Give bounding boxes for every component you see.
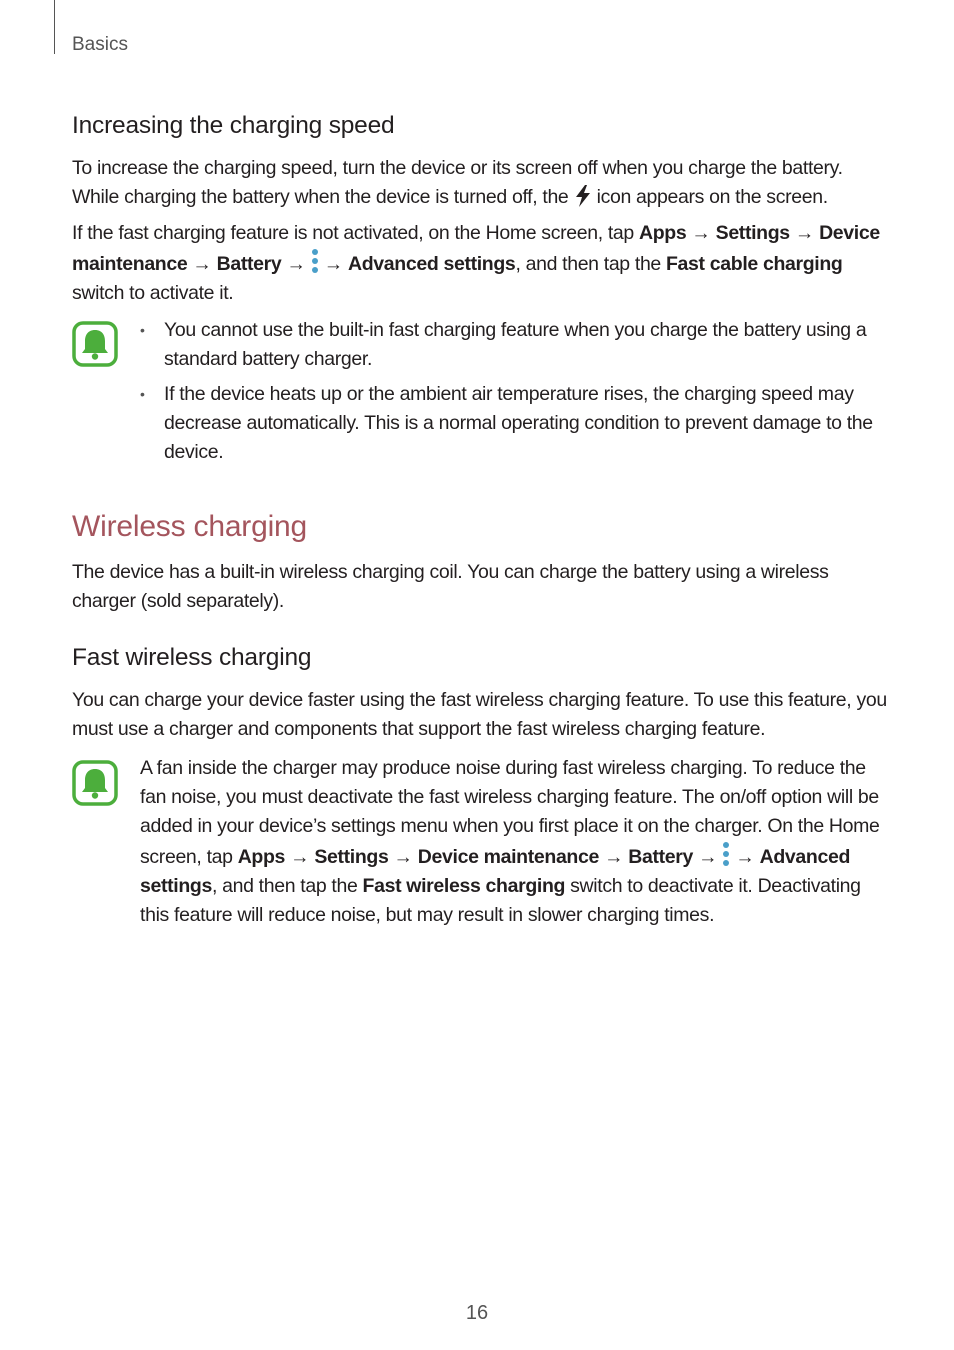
note-bell-icon [72, 321, 118, 367]
note-bell-icon [72, 760, 118, 806]
paragraph-charging-speed: To increase the charging speed, turn the device or its screen off when you charge the battery. While charging the battery when the device is turned off, the icon appears on the screen. [72, 157, 843, 208]
section-heading-wireless-charging: Wireless charging [72, 510, 308, 543]
page-number: 16 [465, 1302, 489, 1324]
section-heading-fast-wireless: Fast wireless charging [72, 644, 312, 671]
paragraph-fast-charging-steps: If the fast charging feature is not activated, on the Home screen, tap Apps → Settings → Device maintenance → Battery → → Advanced settings, and then tap the Fast cable charging switch to activate it. [72, 222, 880, 304]
fast-charging-bolt-icon [574, 185, 592, 207]
notes-list [140, 316, 890, 473]
more-options-icon [311, 248, 319, 274]
section-heading-charging-speed: Increasing the charging speed [72, 112, 395, 139]
note-fast-wireless: A fan inside the charger may produce noise during fast wireless charging. To reduce the fan noise, you must deactivate the fast wireless charging feature. The on/off option will be added in your device’s settings menu when you first place it on the charger. On the Home screen, tap Apps → Settings → Device maintenance → Battery → → Advanced settings, and then tap the Fast wireless charging switch to deactivate it. Deactivating this feature will reduce noise, but may result in slower charging times. [140, 757, 880, 926]
paragraph-fast-wireless: You can charge your device faster using the fast wireless charging feature. To use this feature, you must use a charger and components that support the fast wireless charging feature. [72, 689, 887, 740]
margin-rule [54, 0, 55, 54]
list-item: • If the device heats up or the ambient air temperature rises, the charging speed may decrease automatically. This is a normal operating condition to prevent damage to the device. [140, 380, 890, 467]
list-item: • You cannot use the built-in fast charging feature when you charge the battery using a standard battery charger. [140, 316, 890, 374]
paragraph-wireless-charging: The device has a built-in wireless charging coil. You can charge the battery using a wireless charger (sold separately). [72, 561, 829, 612]
running-header: Basics [72, 34, 128, 55]
